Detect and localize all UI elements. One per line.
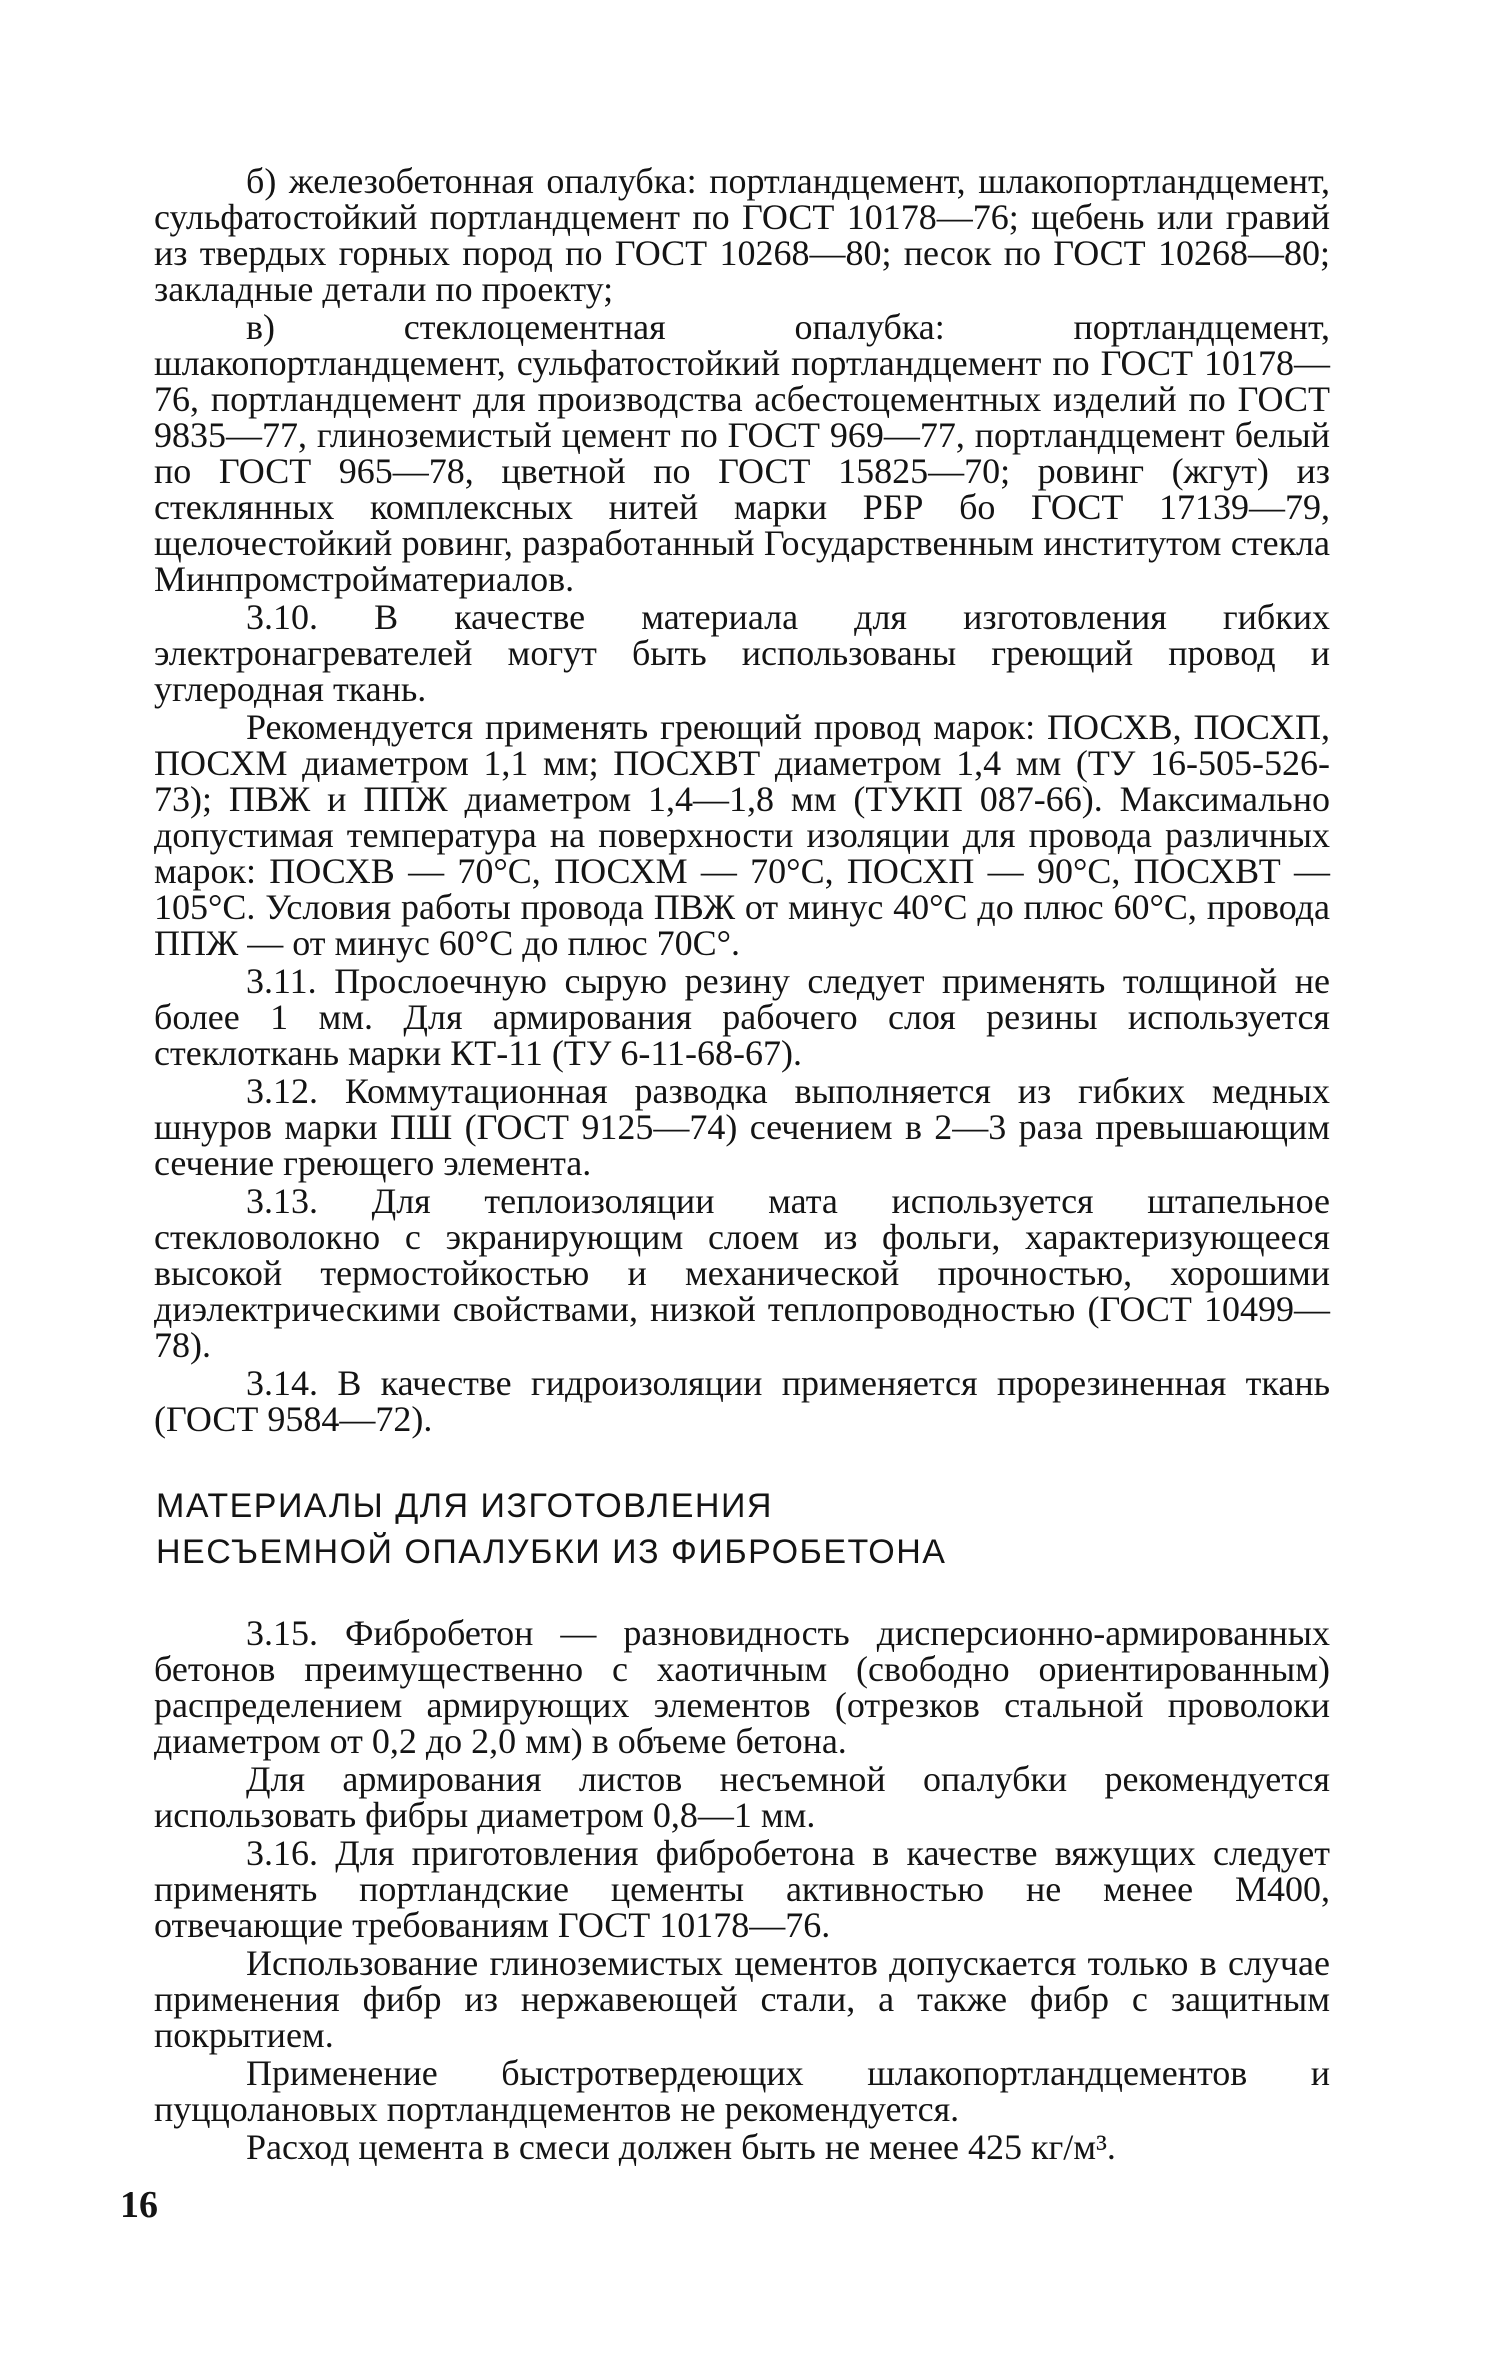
paragraph-v-glass-cement-formwork: в) стеклоцементная опалубка: портландцемент, шлакопортландцемент, сульфатостойкий портландцемент по ГОСТ 10178—76, портландцемент для производства асбестоцементных изделий по ГОСТ 9835—77, глиноземистый цемент по ГОСТ 969—77, портландцемент белый по ГОСТ 965—78, цветной по ГОСТ 15825—70; ровинг (жгут) из стеклянных комплексных нитей марки РБР бо ГОСТ 17139—79, щелочестойкий ровинг, разработанный Государственным институтом стекла Минпромстройматериалов. [154, 307, 1330, 599]
paragraph-3-15: 3.15. Фибробетон — разновидность дисперсионно-армированных бетонов преимущественно с хаотичным (свободно ориентированным) распределением армирующих элементов (отрезков стальной проволоки диаметром от 0,2 до 2,0 мм) в объеме бетона. [154, 1613, 1330, 1761]
paragraph-3-10: 3.10. В качестве материала для изготовления гибких электронагревателей могут быть использованы греющий провод и углеродная ткань. [154, 597, 1330, 709]
paragraph-fast-hardening-cements: Применение быстротвердеющих шлакопортландцементов и пуццолановых портландцементов не рекомендуется. [154, 2053, 1330, 2129]
section-heading-line-1: МАТЕРИАЛЫ ДЛЯ ИЗГОТОВЛЕНИЯ [156, 1487, 773, 1525]
section-heading-line-2: НЕСЪЕМНОЙ ОПАЛУБКИ ИЗ ФИБРОБЕТОНА [156, 1533, 947, 1571]
paragraph-3-14: 3.14. В качестве гидроизоляции применяется прорезиненная ткань (ГОСТ 9584—72). [154, 1363, 1330, 1439]
paragraph-3-13: 3.13. Для теплоизоляции мата используется штапельное стекловолокно с экранирующим слоем из фольги, характеризующееся высокой термостойкостью и механической прочностью, хорошими диэлектрическими свойствами, низкой теплопроводностью (ГОСТ 10499—78). [154, 1181, 1330, 1365]
paragraph-3-11: 3.11. Прослоечную сырую резину следует применять толщиной не более 1 мм. Для армирования рабочего слоя резины используется стеклоткань марки КТ-11 (ТУ 6-11-68-67). [154, 961, 1330, 1073]
page-number: 16 [120, 2184, 158, 2226]
section-heading [156, 1483, 1330, 1575]
document-page [154, 163, 1330, 2165]
paragraph-heating-wire-recommendation: Рекомендуется применять греющий провод марок: ПОСХВ, ПОСХП, ПОСХМ диаметром 1,1 мм; ПОСХВТ диаметром 1,4 мм (ТУ 16-505-526-73); ПВЖ и ППЖ диаметром 1,4—1,8 мм (ТУКП 087-66). Максимально допустимая температура на поверхности изоляции для провода различных марок: ПОСХВ — 70°С, ПОСХМ — 70°С, ПОСХП — 90°С, ПОСХВТ — 105°С. Условия работы провода ПВЖ от минус 40°С до плюс 60°С, провода ППЖ — от минус 60°С до плюс 70С°. [154, 707, 1330, 963]
paragraph-alumina-cement-usage: Использование глиноземистых цементов допускается только в случае применения фибр из нержавеющей стали, а также фибр с защитным покрытием. [154, 1943, 1330, 2055]
paragraph-b-reinforced-concrete-formwork: б) железобетонная опалубка: портландцемент, шлакопортландцемент, сульфатостойкий портландцемент по ГОСТ 10178—76; щебень или гравий из твердых горных пород по ГОСТ 10268—80; песок по ГОСТ 10268—80; закладные детали по проекту; [154, 161, 1330, 309]
paragraph-3-12: 3.12. Коммутационная разводка выполняется из гибких медных шнуров марки ПШ (ГОСТ 9125—74) сечением в 2—3 раза превышающим сечение греющего элемента. [154, 1071, 1330, 1183]
paragraph-fiber-diameter: Для армирования листов несъемной опалубки рекомендуется использовать фибры диаметром 0,8—1 мм. [154, 1759, 1330, 1835]
paragraph-3-16: 3.16. Для приготовления фибробетона в качестве вяжущих следует применять портландские цементы активностью не менее М400, отвечающие требованиям ГОСТ 10178—76. [154, 1833, 1330, 1945]
paragraph-cement-consumption: Расход цемента в смеси должен быть не менее 425 кг/м³. [246, 2127, 1116, 2167]
